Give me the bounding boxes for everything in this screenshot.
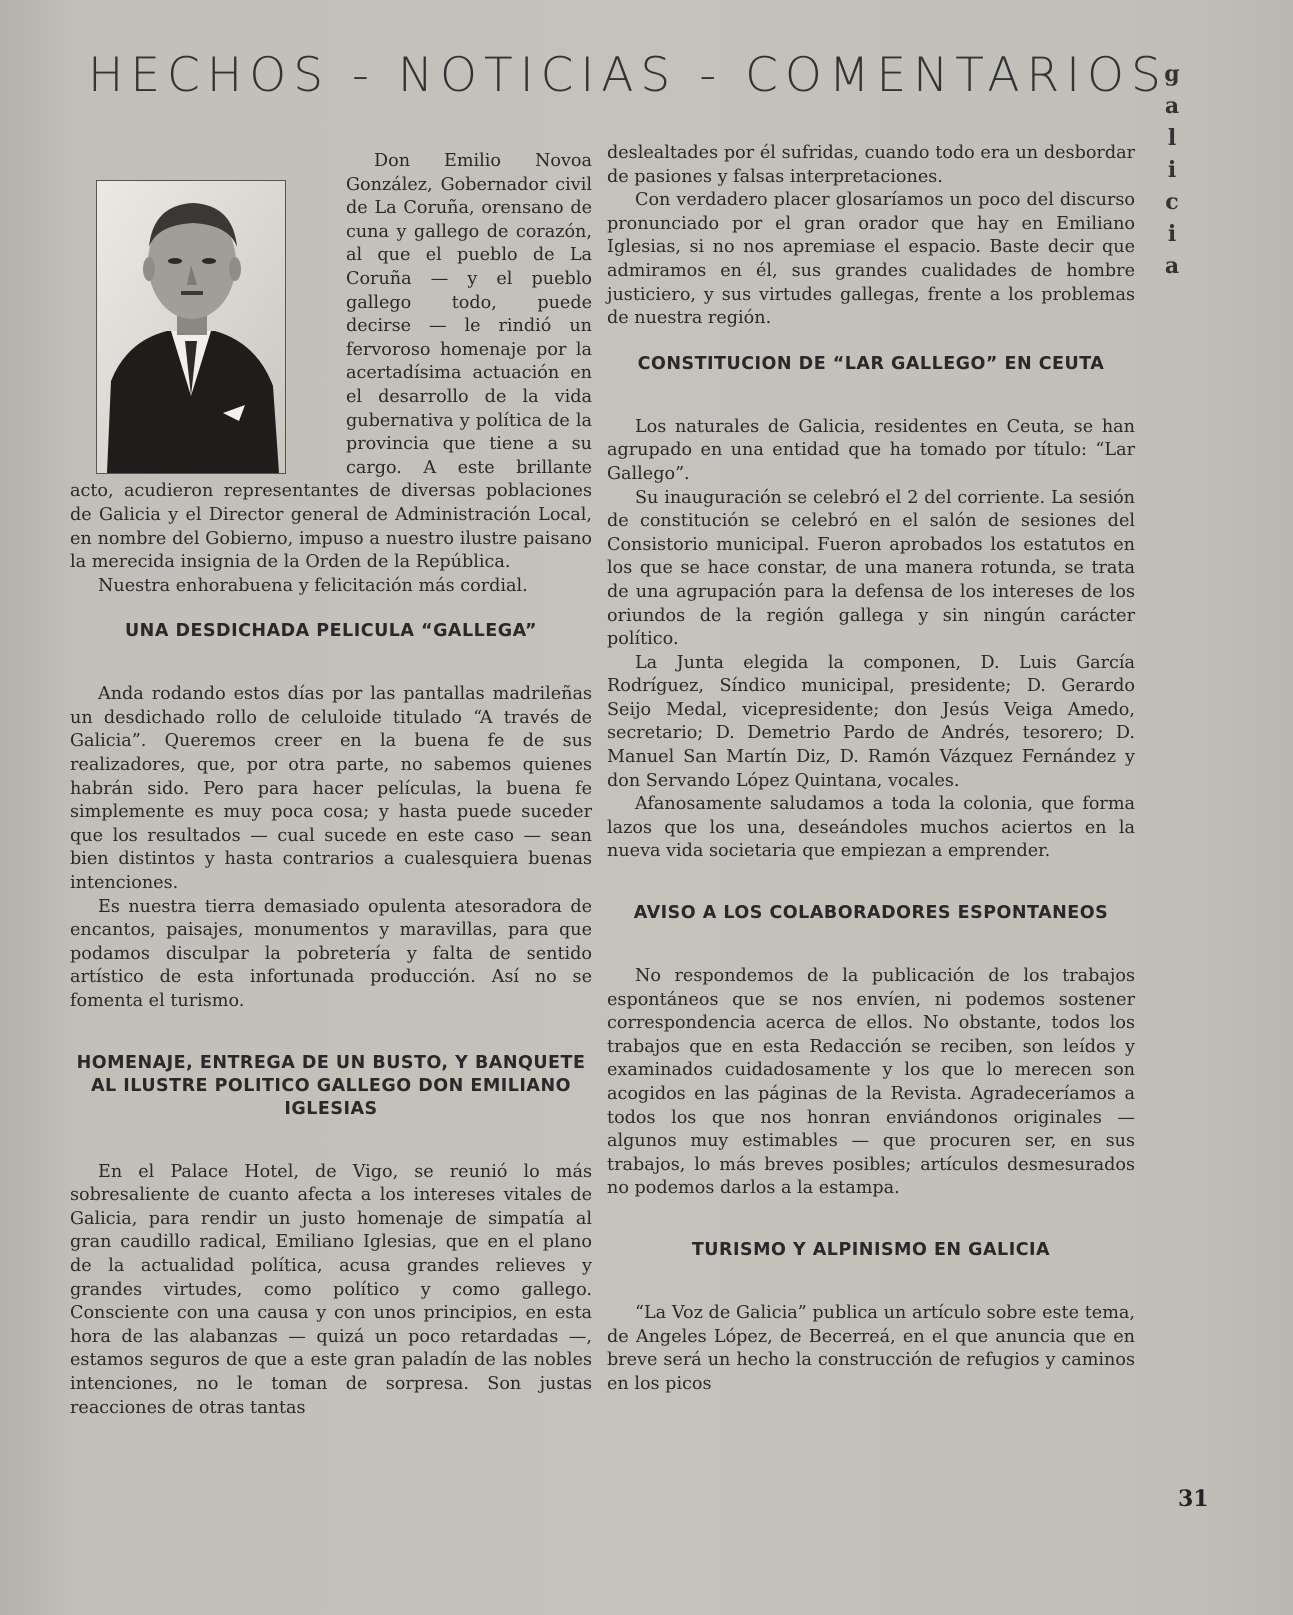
vertical-letter: c — [1165, 189, 1179, 215]
turismo-paragraph-1: “La Voz de Galicia” publica un artículo sobre este tema, de Angeles López, de Becerreá, en el que anuncia que en breve será un hecho la construcción de refugios y caminos en los picos — [607, 1302, 1135, 1394]
section-heading-aviso: AVISO A LOS COLABORADORES ESPONTANEOS — [633, 903, 1109, 924]
spacer — [607, 331, 1135, 353]
spacer — [607, 1201, 1135, 1239]
continued-paragraph-2: Con verdadero placer glosaríamos un poco del discurso pronunciado por el gran orador que hay en Emiliano Iglesias, si no nos apremiase el espacio. Baste decir que admiramos en él, sus grandes cualidades de hombre justiciero, y sus virtudes gallegas, frente a los problemas de nuestra región. — [607, 190, 1135, 329]
lar-gallego-paragraph-3: La Junta elegida la componen, D. Luis García Rodríguez, Síndico municipal, presidente; D. Gerardo Seijo Medal, vicepresidente; don Jesús Veiga Amedo, secretario; D. Demetrio Pardo de Andrés, tesorero; D. Manuel San Martín Diz, D. Ramón Vázquez Fernández y don Servando López Quintana, vocales. — [607, 652, 1135, 791]
portrait-image — [97, 181, 285, 473]
spacer — [70, 1014, 592, 1052]
right-column — [607, 142, 1135, 1396]
section-heading-turismo: TURISMO Y ALPINISMO EN GALICIA — [691, 1239, 1051, 1260]
page-number: 31 — [1178, 1486, 1209, 1512]
section-heading-homenaje: HOMENAJE, ENTREGA DE UN BUSTO, Y BANQUETE AL ILUSTRE POLITICO GALLEGO DON EMILIANO IGLESIAS — [76, 1052, 586, 1119]
lar-gallego-paragraph-2: Su inauguración se celebró el 2 del corriente. La sesión de constitución se celebró en el salón de sesiones del Consistorio municipal. Fueron aprobados los estatutos en los que se hace constar, de una manera rotunda, se trata de una agrupación para la defensa de los intereses de los oriundos de la región gallega y sin ningún carácter político. — [607, 487, 1135, 650]
intro-paragraph-2: Nuestra enhorabuena y felicitación más cordial. — [98, 575, 528, 596]
portrait-photo — [96, 180, 286, 474]
vertical-magazine-title — [1160, 58, 1184, 282]
spacer — [607, 925, 1135, 965]
spacer — [70, 1121, 592, 1161]
section-heading-pelicula: UNA DESDICHADA PELICULA “GALLEGA” — [124, 621, 538, 642]
intro-paragraph-1: Don Emilio Novoa González, Gobernador civil de La Coruña, orensano de cuna y gallego de corazón, al que el pueblo de La Coruña — y el pueblo gallego todo, puede decirse — le rindió un fervoroso homenaje por la acertadísima actuación en el desarrollo de la vida gubernativa y política de la provincia que tiene a su cargo. A este brillante acto, acudieron representantes de diversas poblaciones de Galicia y el Director general de Administración Local, en nombre del Gobierno, impuso a nuestro ilustre paisano la merecida insignia de la Orden de la República. — [70, 151, 592, 573]
pelicula-paragraph-1: Anda rodando estos días por las pantallas madrileñas un desdichado rollo de celuloide titulado “A través de Galicia”. Queremos creer en la buena fe de sus realizadores, que, por otra parte, no sabemos quienes habrán sido. Pero para hacer películas, la buena fe simplemente es muy poca cosa; y hasta puede suceder que los resultados — cual sucede en este caso — sean bien distintos y hasta contrarios a cualesquiera buenas intenciones. — [70, 684, 592, 894]
spacer — [70, 598, 592, 620]
aviso-paragraph-1: No respondemos de la publicación de los trabajos espontáneos que se nos envíen, ni podemos sostener correspondencia acerca de ellos. No obstante, todos los trabajos que en esta Redacción se reciben, son leídos y examinados cuidadosamente y los que lo merecen son acogidos en las páginas de la Revista. Agradeceríamos a todos los que nos honran enviándonos originales — algunos muy estimables — que procuren ser, en sus trabajos, lo más breves posibles; artículos desmesurados no podemos darlos a la estampa. — [607, 966, 1135, 1199]
lar-gallego-paragraph-4: Afanosamente saludamos a toda la colonia, que forma lazos que los una, deseándoles muchos aciertos en la nueva vida societaria que empiezan a emprender. — [607, 794, 1135, 862]
vertical-letter: i — [1167, 221, 1177, 247]
spacer — [607, 376, 1135, 416]
vertical-letter: l — [1167, 125, 1177, 151]
left-column — [70, 150, 592, 1420]
page-header: HECHOS - NOTICIAS - COMENTARIOS — [88, 48, 1168, 103]
spacer — [607, 864, 1135, 902]
vertical-letter: i — [1167, 157, 1177, 183]
pelicula-paragraph-2: Es nuestra tierra demasiado opulenta atesoradora de encantos, paisajes, monumentos y maravillas, para que podamos disculpar la pobretería y falta de sentido artístico de esta infortunada producción. Así no se fomenta el turismo. — [70, 896, 592, 1011]
continued-paragraph-1: deslealtades por él sufridas, cuando todo era un desbordar de pasiones y falsas interpretaciones. — [607, 143, 1135, 187]
spacer — [607, 1262, 1135, 1302]
vertical-letter: a — [1164, 93, 1180, 119]
spacer — [70, 643, 592, 683]
homenaje-paragraph-1: En el Palace Hotel, de Vigo, se reunió lo más sobresaliente de cuanto afecta a los intereses vitales de Galicia, para rendir un justo homenaje de simpatía al gran caudillo radical, Emiliano Iglesias, que en el plano de la actualidad política, acusa grandes relieves y grandes virtudes, como político y como gallego. Consciente con una causa y con unos principios, en esta hora de las alabanzas — quizá un poco retardadas —, estamos seguros de que a este gran paladín de las nobles intenciones, no le toman de sorpresa. Son justas reacciones de otras tantas — [70, 1161, 592, 1418]
lar-gallego-paragraph-1: Los naturales de Galicia, residentes en Ceuta, se han agrupado en una entidad que ha tomado por título: “Lar Gallego”. — [607, 416, 1135, 484]
section-heading-lar-gallego: CONSTITUCION DE “LAR GALLEGO” EN CEUTA — [637, 353, 1105, 374]
vertical-letter: g — [1164, 61, 1180, 87]
vertical-letter: a — [1164, 253, 1180, 279]
